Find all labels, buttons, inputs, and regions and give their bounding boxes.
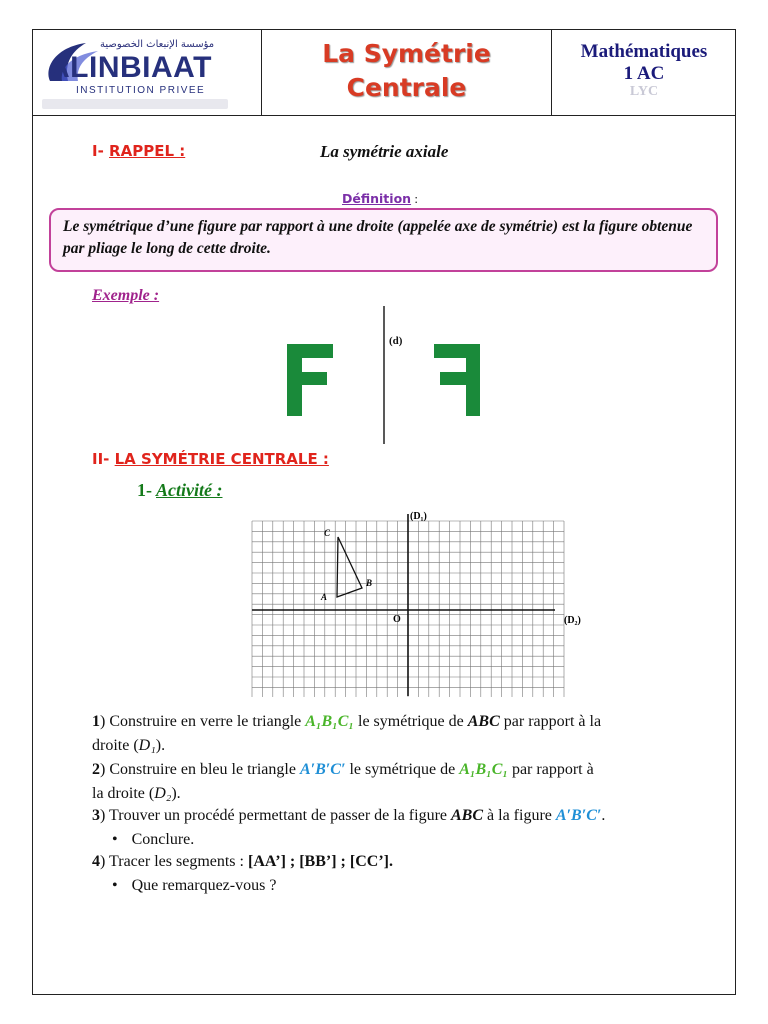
- rappel-number: I-: [92, 142, 104, 160]
- q3-text-a: ) Trouver un procédé permettant de passer de la figure: [100, 807, 451, 824]
- q1-text-e: ).: [155, 737, 166, 754]
- q3-text-c: .: [601, 807, 606, 824]
- definition-label: Définition: [342, 191, 412, 206]
- exemple-label: Exemple :: [92, 287, 160, 304]
- question-2-line2: [92, 782, 181, 805]
- axis-d1-label: (D₁): [410, 511, 427, 522]
- q4-bullet-text: Que remarquez-vous ?: [131, 877, 277, 894]
- bullet-icon: •: [112, 877, 118, 894]
- q1-math-a1b1c1: A₁B₁C₁: [305, 713, 354, 730]
- ghost-text: LYC: [629, 85, 659, 95]
- q4-text-a: ) Tracer les segments :: [100, 853, 248, 870]
- q2-text-b: le symétrique de: [345, 761, 460, 778]
- axis-d2-label: (D₂): [564, 615, 581, 626]
- page-title: [262, 37, 551, 105]
- definition-colon: :: [411, 191, 418, 206]
- q4-bullet-item: [112, 874, 276, 897]
- subject-label: Mathématiques: [580, 41, 708, 62]
- origin-label: O: [393, 614, 401, 625]
- q3-bullet-text: Conclure.: [131, 831, 195, 848]
- q2-math-a1b1c1: A₁B₁C₁: [459, 761, 508, 778]
- q1-text-b: le symétrique de: [354, 713, 468, 730]
- question-3: [92, 804, 605, 827]
- title-line-2: Centrale: [346, 73, 467, 102]
- title-line-1: La Symétrie: [322, 39, 491, 68]
- bullet-icon: •: [112, 831, 118, 848]
- level-label: 1 AC: [623, 63, 665, 84]
- grid-figure: [250, 508, 600, 698]
- q4-number: 4: [92, 853, 100, 870]
- point-c-label: C: [324, 528, 331, 538]
- q2-number: 2: [92, 761, 100, 778]
- axial-symmetry-example: [284, 306, 480, 446]
- logo-brand-text: ALINBIAAT: [48, 51, 212, 84]
- question-4: [92, 850, 393, 873]
- definition-box: [49, 208, 718, 272]
- q2-text-a: ) Construire en bleu le triangle: [100, 761, 300, 778]
- point-b-label: B: [366, 578, 373, 588]
- q1-text-c: par rapport à la: [499, 713, 602, 730]
- q3-math-abc: ABC: [451, 807, 484, 824]
- question-1-line2: [92, 734, 165, 757]
- q2-text-d: la droite (: [92, 785, 155, 802]
- logo-subtitle: INSTITUTION PRIVEE: [76, 85, 206, 96]
- activite-label: Activité :: [156, 480, 223, 500]
- section2-label: LA SYMÉTRIE CENTRALE :: [114, 450, 329, 468]
- q3-bullet-item: [112, 828, 194, 851]
- q2-text-c: par rapport à: [507, 761, 594, 778]
- activite-heading: [137, 480, 222, 501]
- logo-underline: [42, 99, 228, 109]
- q2-math-aprime: A′B′C′: [299, 761, 346, 778]
- q1-math-d1: D₁: [138, 737, 156, 754]
- q1-number: 1: [92, 713, 100, 730]
- rappel-heading: [92, 142, 185, 160]
- q2-math-d2: D₂: [154, 785, 172, 802]
- institution-logo: [42, 37, 228, 103]
- question-2: [92, 758, 594, 781]
- definition-heading: [342, 190, 418, 208]
- rappel-label: RAPPEL :: [109, 142, 186, 160]
- header: [32, 29, 736, 116]
- title-cell: [262, 29, 552, 115]
- question-1: [92, 710, 601, 733]
- point-a-label: A: [321, 592, 328, 602]
- q3-text-b: à la figure: [483, 807, 556, 824]
- rappel-topic: La symétrie axiale: [320, 142, 449, 161]
- logo-cell: [32, 29, 262, 115]
- q1-math-abc: ABC: [467, 713, 500, 730]
- section2-heading: [92, 450, 329, 468]
- subject-cell: [552, 29, 736, 115]
- q2-text-e: ).: [171, 785, 181, 802]
- section2-number: II-: [92, 450, 110, 468]
- q1-text-a: ) Construire en verre le triangle: [100, 713, 306, 730]
- logo-arabic-text: مؤسسة الإنبعاث الخصوصية: [100, 39, 215, 50]
- q3-math-aprime: A′B′C′: [555, 807, 602, 824]
- q1-text-d: droite (: [92, 737, 139, 754]
- activite-number: 1-: [137, 480, 152, 500]
- definition-text: Le symétrique d’une figure par rapport à une droite (appelée axe de symétrie) est la figure obtenue par pliage le long de cette droite.: [63, 218, 693, 257]
- q3-number: 3: [92, 807, 100, 824]
- axis-d-label: (d): [389, 335, 403, 347]
- triangle-abc: [337, 537, 362, 597]
- q4-segments: [AA’] ; [BB’] ; [CC’].: [247, 853, 393, 870]
